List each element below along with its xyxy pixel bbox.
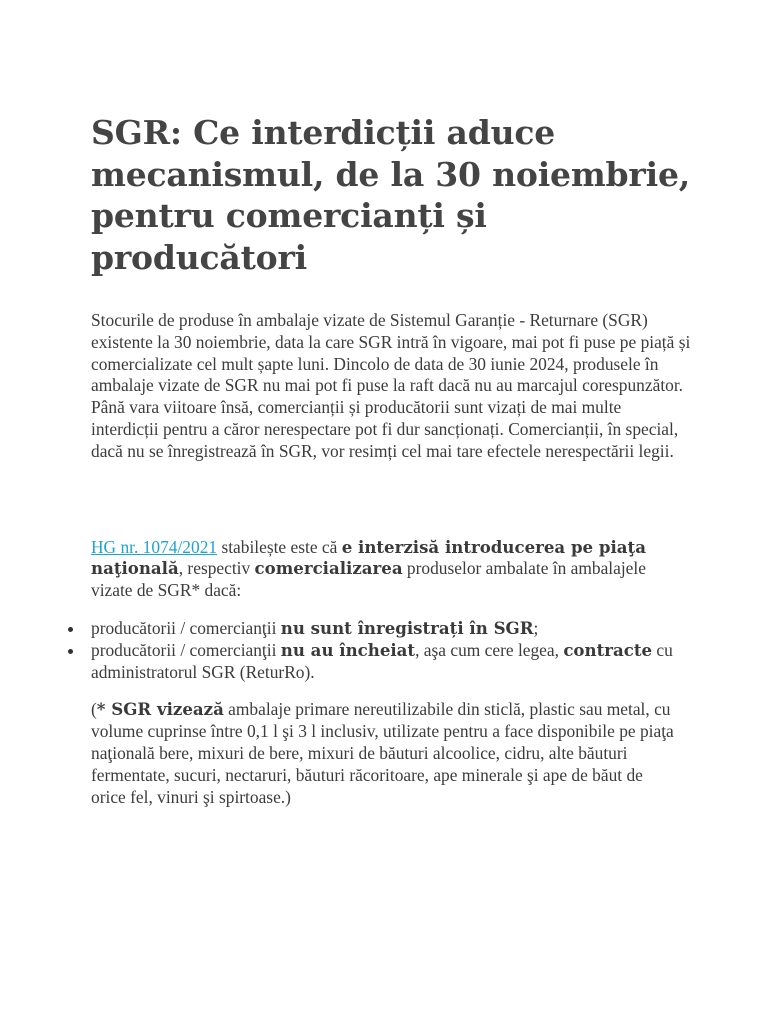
list-item [91,640,691,684]
item-text-2: , aşa cum cere legea, [415,639,564,660]
para2-bold-2: comercializarea [254,558,403,579]
item-bold-1: nu sunt înregistrați în SGR [280,617,534,638]
item-bold-1: nu au încheiat [280,639,416,660]
conditions-list [91,618,691,683]
item-bold-2: contracte [563,639,653,660]
note-text: ambalaje primare nereutilizabile din sticlă, plastic sau metal, cu volume cuprinse între 0,1 l şi 3 l inclusiv, utilizate pentru a face disponibile pe piaţa naţională bere, mixuri de bere, mixuri de băuturi alcoolice, cidru, alte băuturi fermentate, sucuri, nectaruri, băuturi răcoritoare, ape minerale şi ape de băut de orice fel, vinuri şi spirtoase.) [91,699,674,807]
item-text-1: producătorii / comercianţii [91,639,281,660]
article-title: SGR: Ce interdicții aduce mecanismul, de la 30 noiembrie, pentru comercianți și producători [91,113,691,277]
hg-link[interactable]: HG nr. 1074/2021 [91,536,218,557]
article [91,112,691,808]
note-open: ( [91,699,97,720]
bullet-icon [68,627,73,632]
note-bold: * SGR vizează [96,699,224,720]
item-text-1: producătorii / comercianţii [91,617,281,638]
list-item [91,618,691,640]
regulation-paragraph [91,537,691,602]
para2-text-2: , respectiv [178,558,255,579]
sgr-note [91,699,681,808]
item-text-3: cu administratorul SGR (ReturRo). [91,639,673,682]
para2-text-3: produselor ambalate în ambalajele vizate de SGR* dacă: [91,558,646,601]
para2-bold-1: e interzisă introducerea pe piaţa naţională [91,536,646,579]
para2-text-1: stabilește este că [217,536,342,557]
intro-paragraph: Stocurile de produse în ambalaje vizate de Sistemul Garanție - Returnare (SGR) existente la 30 noiembrie, data la care SGR intră în vigoare, mai pot fi puse pe piață și comercializate cel mult șapte luni. Dincolo de data de 30 iunie 2024, produsele în ambalaje vizate de SGR nu mai pot fi puse la raft dacă nu au marcajul corespunzător. Până vara viitoare însă, comercianții și producătorii sunt vizați de mai multe interdicții pentru a căror nerespectare pot fi dur sancționați. Comercianții, în special, dacă nu se înregistrează în SGR, vor resimți cel mai tare efectele nerespectării legii. [91,310,691,461]
bullet-icon [68,649,73,654]
item-text-2: ; [533,617,539,638]
